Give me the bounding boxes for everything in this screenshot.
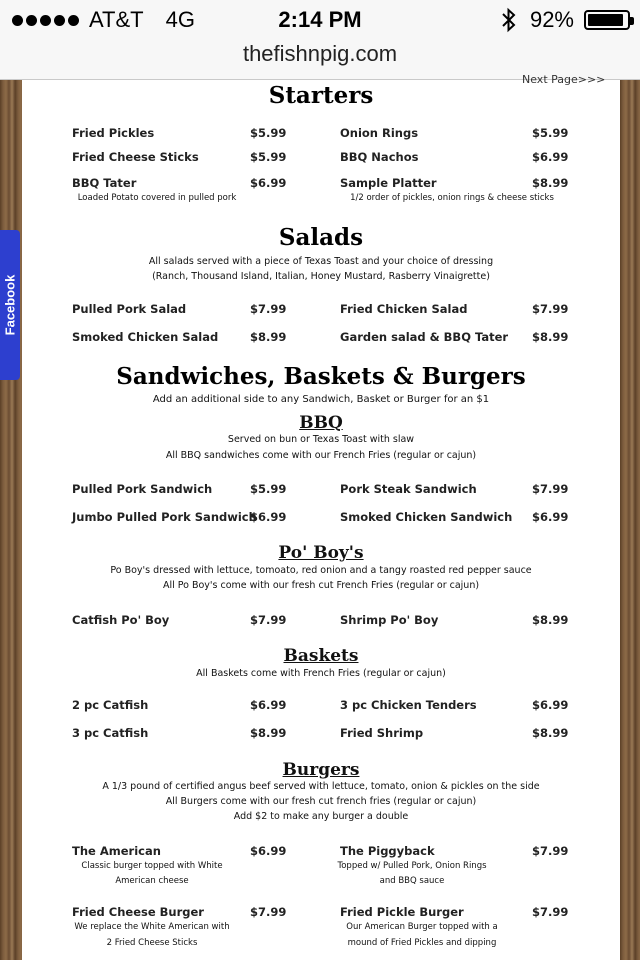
menu-item-price: $6.99 [532, 510, 569, 524]
menu-item-price: $6.99 [250, 176, 287, 190]
menu-item-name: Smoked Chicken Sandwich [340, 510, 513, 524]
menu-item-name: Pork Steak Sandwich [340, 482, 477, 496]
wood-background-right [620, 80, 640, 960]
menu-item-price: $8.99 [250, 726, 287, 740]
bbq-note: Served on bun or Texas Toast with slaw [227, 434, 415, 445]
menu-item-name: Sample Platter [340, 176, 437, 190]
battery-icon [584, 10, 630, 30]
menu-item-description: mound of Fried Pickles and dipping [347, 938, 497, 948]
poboys-fries-note: All Po Boy's come with our fresh cut French Fries (regular or cajun) [162, 580, 480, 591]
menu-item-name: 3 pc Chicken Tenders [340, 698, 477, 712]
menu-item-price: $8.99 [532, 726, 569, 740]
salads-dressing-note: (Ranch, Thousand Island, Italian, Honey Mustard, Rasberry Vinaigrette) [152, 271, 490, 282]
menu-item-description: Classic burger topped with White [81, 861, 223, 871]
menu-item-price: $8.99 [250, 330, 287, 344]
menu-item-price: $8.99 [532, 176, 569, 190]
menu-item-price: $5.99 [532, 126, 569, 140]
menu-item-name: 3 pc Catfish [72, 726, 149, 740]
menu-item-name: Pulled Pork Sandwich [72, 482, 213, 496]
poboys-heading: Po' Boy's [278, 543, 364, 563]
menu-item-description: Our American Burger topped with a [346, 922, 498, 932]
menu-item-price: $7.99 [532, 905, 569, 919]
status-bar [0, 0, 640, 40]
menu-item-name: Jumbo Pulled Pork Sandwich [72, 510, 257, 524]
menu-item-description: Topped w/ Pulled Pork, Onion Rings [337, 861, 487, 871]
clock: 2:14 PM [278, 7, 362, 32]
baskets-note: All Baskets come with French Fries (regular or cajun) [196, 668, 446, 679]
menu-item-name: Fried Shrimp [340, 726, 424, 740]
menu-item-name: Pulled Pork Salad [72, 302, 187, 316]
menu-item-name: Fried Cheese Sticks [72, 150, 199, 164]
menu-item-price: $7.99 [532, 482, 569, 496]
menu-item-name: Fried Chicken Salad [340, 302, 468, 316]
menu-item-name: Garden salad & BBQ Tater [340, 330, 509, 344]
menu-item-name: BBQ Nachos [340, 150, 419, 164]
sandwiches-heading: Sandwiches, Baskets & Burgers [116, 363, 526, 390]
menu-item-name: Catfish Po' Boy [72, 613, 170, 627]
menu-item-price: $5.99 [250, 482, 287, 496]
menu-item-price: $8.99 [532, 330, 569, 344]
battery-fill [588, 14, 623, 26]
network-label: 4G [165, 7, 195, 32]
burgers-double-note: Add $2 to make any burger a double [233, 811, 409, 822]
menu-item-name: 2 pc Catfish [72, 698, 149, 712]
wood-background-left [0, 80, 22, 960]
salads-note: All salads served with a piece of Texas Toast and your choice of dressing [148, 256, 494, 267]
baskets-heading: Baskets [283, 646, 359, 666]
menu-item-description: Loaded Potato covered in pulled pork [77, 193, 237, 203]
menu-item-name: BBQ Tater [72, 176, 137, 190]
burgers-note: A 1/3 pound of certified angus beef served with lettuce, tomato, onion & pickles on the side [102, 781, 540, 792]
burgers-fries-note: All Burgers come with our fresh cut french fries (regular or cajun) [165, 796, 477, 807]
menu-item-price: $5.99 [250, 126, 287, 140]
menu-item-price: $5.99 [250, 150, 287, 164]
burgers-heading: Burgers [282, 760, 360, 780]
menu-item-description: We replace the White American with [74, 922, 230, 932]
menu-item-name: The Piggyback [340, 844, 435, 858]
menu-item-price: $7.99 [250, 302, 287, 316]
menu-item-name: Smoked Chicken Salad [72, 330, 219, 344]
sandwiches-note: Add an additional side to any Sandwich, Basket or Burger for an $1 [152, 394, 490, 405]
poboys-note: Po Boy's dressed with lettuce, tomoato, red onion and a tangy roasted red pepper sauce [110, 565, 532, 576]
carrier-label: AT&T [89, 7, 144, 32]
menu-item-name: Fried Pickle Burger [340, 905, 464, 919]
menu-item-price: $6.99 [250, 698, 287, 712]
facebook-tab[interactable] [0, 230, 20, 380]
menu-item-name: Shrimp Po' Boy [340, 613, 439, 627]
menu-item-description: and BBQ sauce [379, 876, 445, 886]
url-text[interactable]: thefishnpig.com [242, 41, 398, 66]
menu-item-price: $6.99 [532, 698, 569, 712]
menu-item-description: 1/2 order of pickles, onion rings & cheese sticks [350, 193, 554, 203]
salads-heading: Salads [278, 224, 364, 251]
menu-item-price: $6.99 [532, 150, 569, 164]
facebook-tab-label[interactable]: Facebook [2, 274, 18, 336]
battery-percent: 92% [529, 7, 574, 32]
bbq-heading: BBQ [299, 413, 343, 433]
menu-item-price: $7.99 [250, 905, 287, 919]
next-page-link[interactable]: Next Page>>> [522, 73, 606, 86]
bluetooth-icon [502, 8, 516, 32]
menu-item-name: Onion Rings [340, 126, 419, 140]
menu-item-price: $6.99 [250, 844, 287, 858]
menu-item-price: $7.99 [250, 613, 287, 627]
menu-item-description: 2 Fried Cheese Sticks [106, 938, 198, 948]
menu-item-price: $7.99 [532, 302, 569, 316]
status-right [502, 6, 630, 34]
starters-heading: Starters [268, 82, 374, 109]
menu-item-name: Fried Pickles [72, 126, 155, 140]
menu-item-price: $8.99 [532, 613, 569, 627]
menu-item-description: American cheese [115, 876, 189, 886]
menu-item-name: Fried Cheese Burger [72, 905, 204, 919]
menu-item-name: The American [72, 844, 161, 858]
bbq-fries-note: All BBQ sandwiches come with our French Fries (regular or cajun) [165, 450, 477, 461]
menu-item-price: $7.99 [532, 844, 569, 858]
menu-page [22, 73, 620, 960]
menu-item-price: $6.99 [250, 510, 287, 524]
